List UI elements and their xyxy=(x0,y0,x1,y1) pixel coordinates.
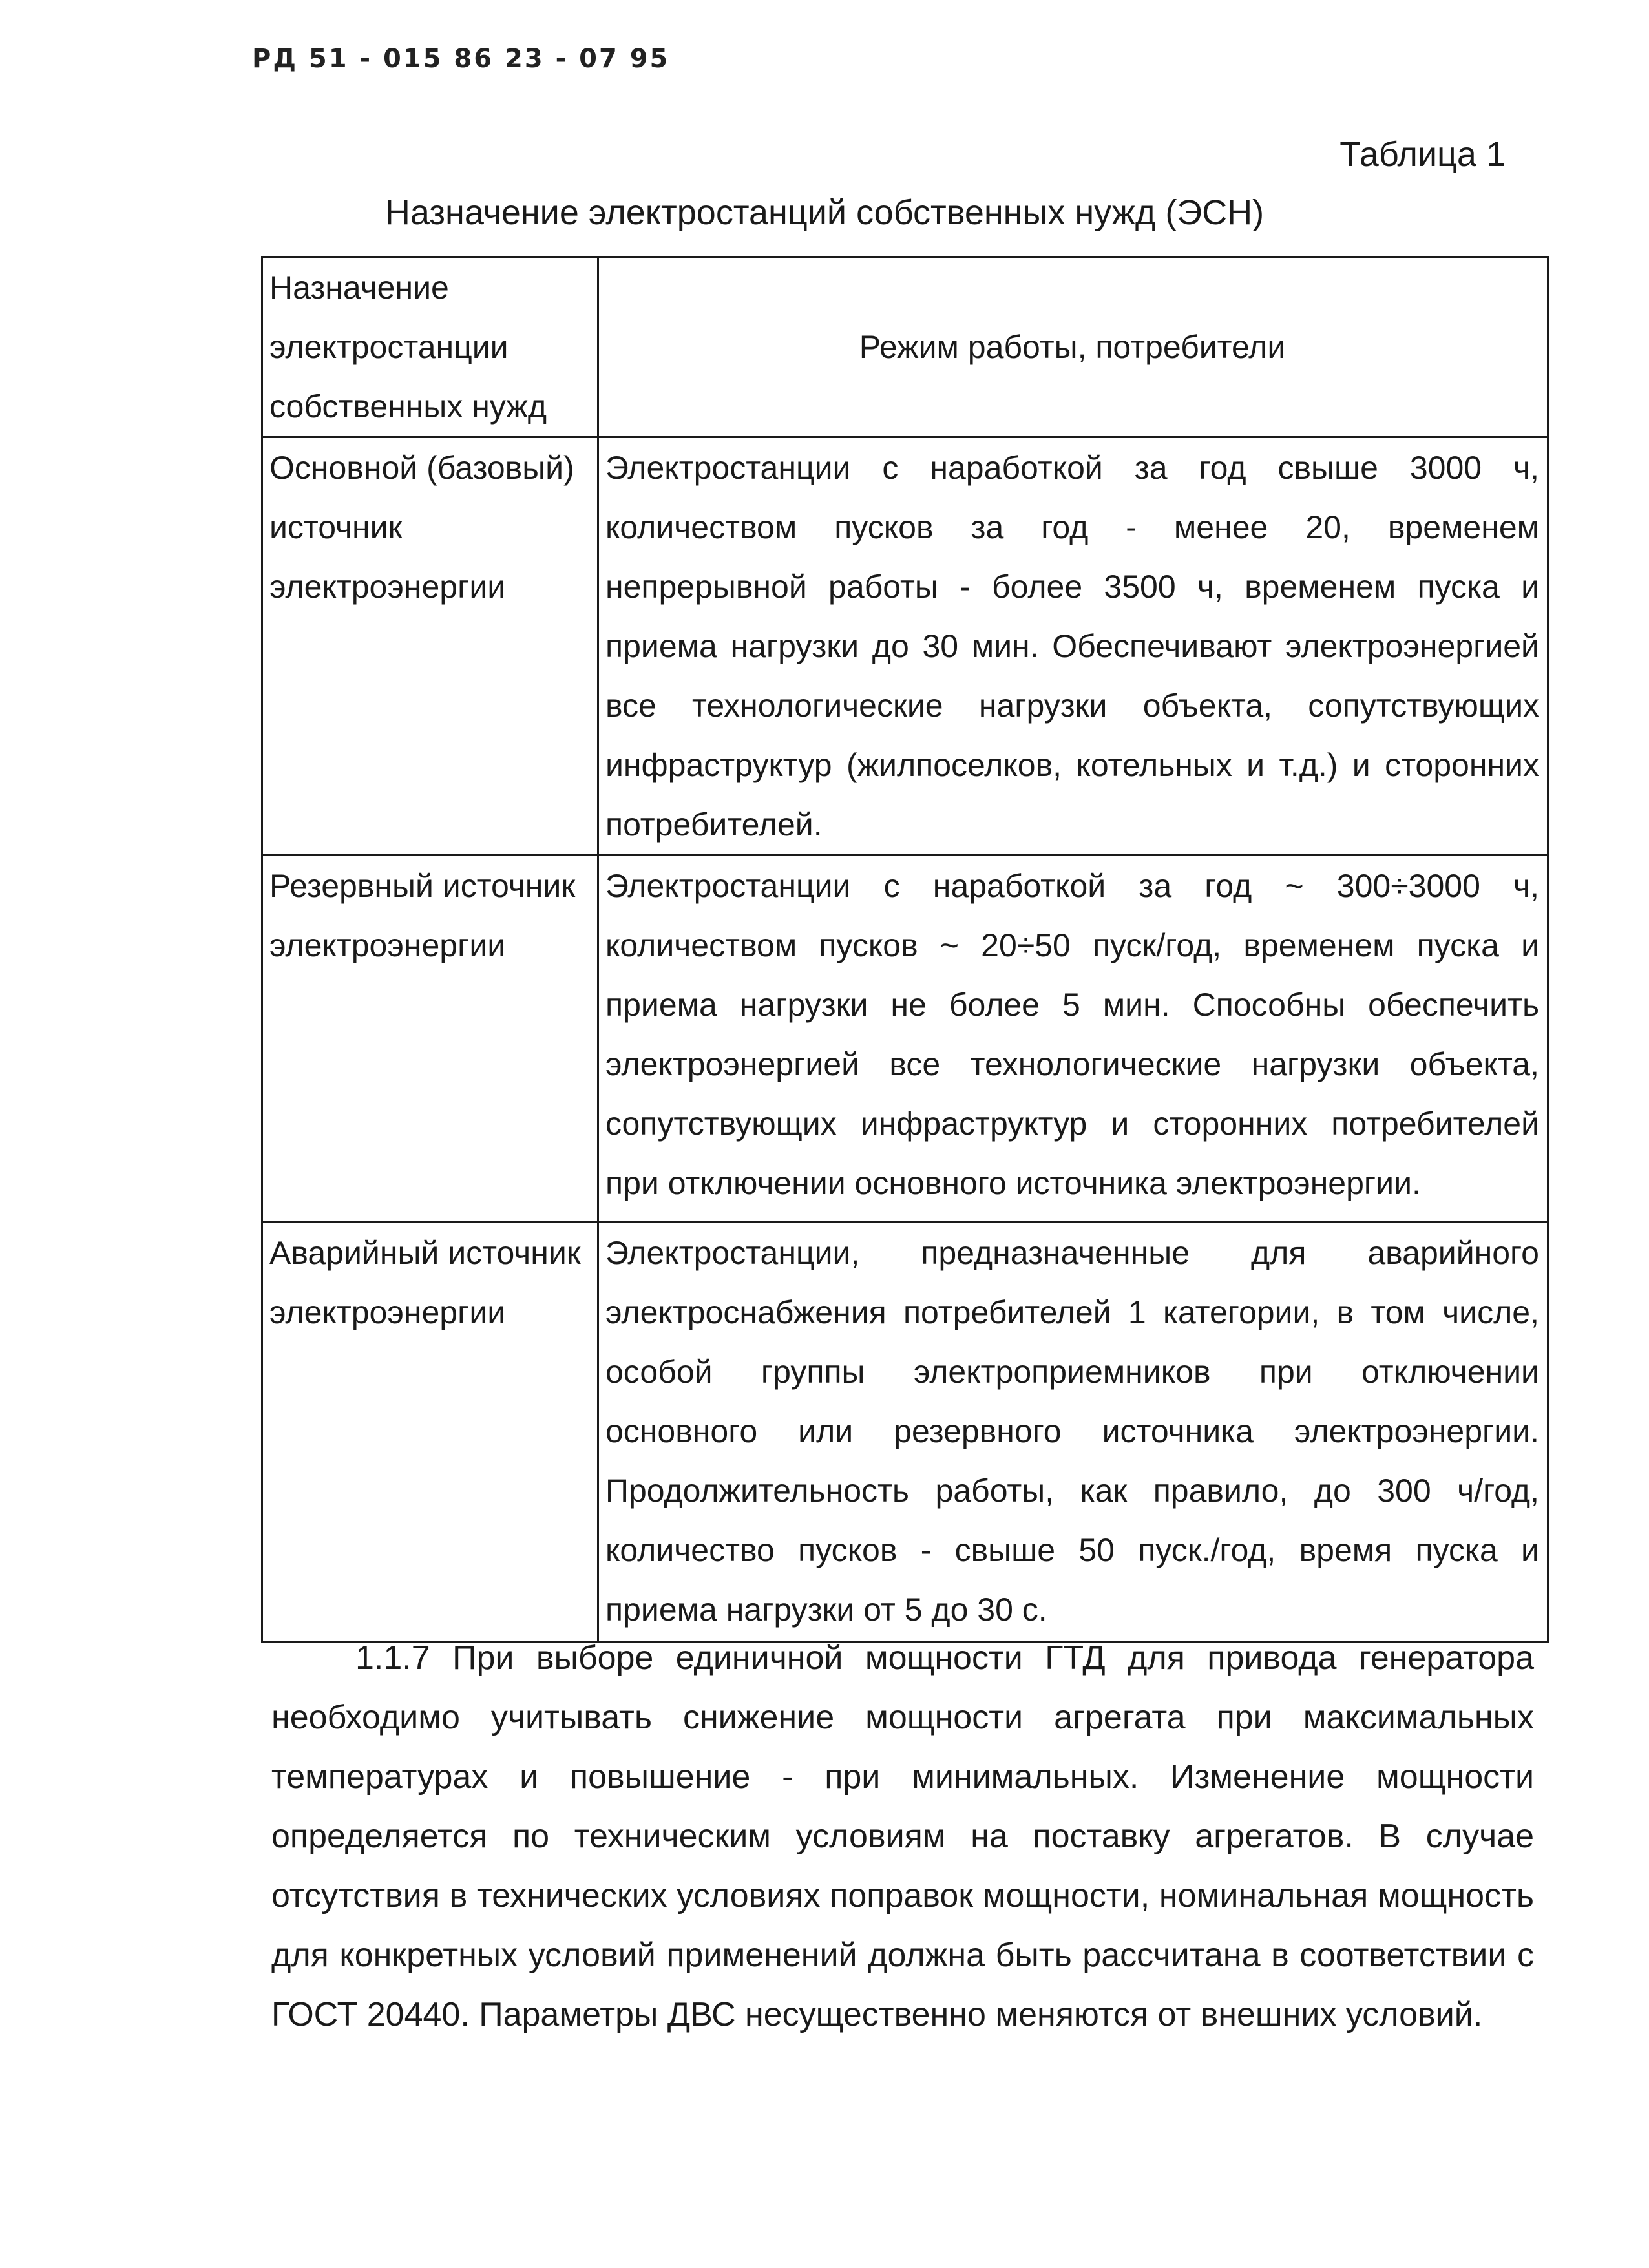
row-mode-cell: Электростанции, предназначенные для аварийного электроснабжения потребителей 1 категории, в том числе, особой группы электроприемников при отключении основного или резервного источника электроэнергии. Продолжительность работы, как правило, до 300 ч/год, количество пусков - свыше 50 пуск./год, время пуска и приема нагрузки от 5 до 30 с. xyxy=(598,1223,1548,1643)
table-row xyxy=(262,1223,1548,1643)
document-code: РД 51 - 015 86 23 - 07 95 xyxy=(252,44,670,74)
row-mode-cell: Электростанции с наработкой за год свыше 3000 ч, количеством пусков за год - менее 20, временем непрерывной работы - более 3500 ч, временем пуска и приема нагрузки до 30 мин. Обеспечивают электроэнергией все технологические нагрузки объекта, сопутствующих инфраструктур (жилпоселков, котельных и т.д.) и сторонних потребителей. xyxy=(598,437,1548,856)
table-row xyxy=(262,856,1548,1223)
table-header-row xyxy=(262,257,1548,437)
power-station-purpose-table xyxy=(261,256,1549,1643)
row-purpose-cell: Аварийный источник электроэнергии xyxy=(262,1223,598,1643)
column-header-purpose: Назначение электростанции собственных нужд xyxy=(262,257,598,437)
section-paragraph-1-1-7: 1.1.7 При выборе единичной мощности ГТД для привода генератора необходимо учитывать снижение мощности агрегата при максимальных температурах и повышение - при минимальных. Изменение мощности определяется по техническим условиям на поставку агрегатов. В случае отсутствия в технических условиях поправок мощности, номинальная мощность для конкретных условий применений должна быть рассчитана в соответствии с ГОСТ 20440. Параметры ДВС несущественно меняются от внешних условий. xyxy=(271,1639,1534,2033)
table-title: Назначение электростанций собственных нужд (ЭСН) xyxy=(384,193,1265,232)
row-purpose-cell: Резервный источник электроэнергии xyxy=(262,856,598,1223)
row-mode-cell: Электростанции с наработкой за год ~ 300÷3000 ч, количеством пусков ~ 20÷50 пуск/год, временем пуска и приема нагрузки не более 5 мин. Способны обеспечить электроэнергией все технологические нагрузки объекта, сопутствующих инфраструктур и сторонних потребителей при отключении основного источника электроэнергии. xyxy=(598,856,1548,1223)
table-number: Таблица 1 xyxy=(1339,135,1506,174)
column-header-mode: Режим работы, потребители xyxy=(598,257,1548,437)
row-purpose-cell: Основной (базовый) источник электроэнергии xyxy=(262,437,598,856)
table-row xyxy=(262,437,1548,856)
